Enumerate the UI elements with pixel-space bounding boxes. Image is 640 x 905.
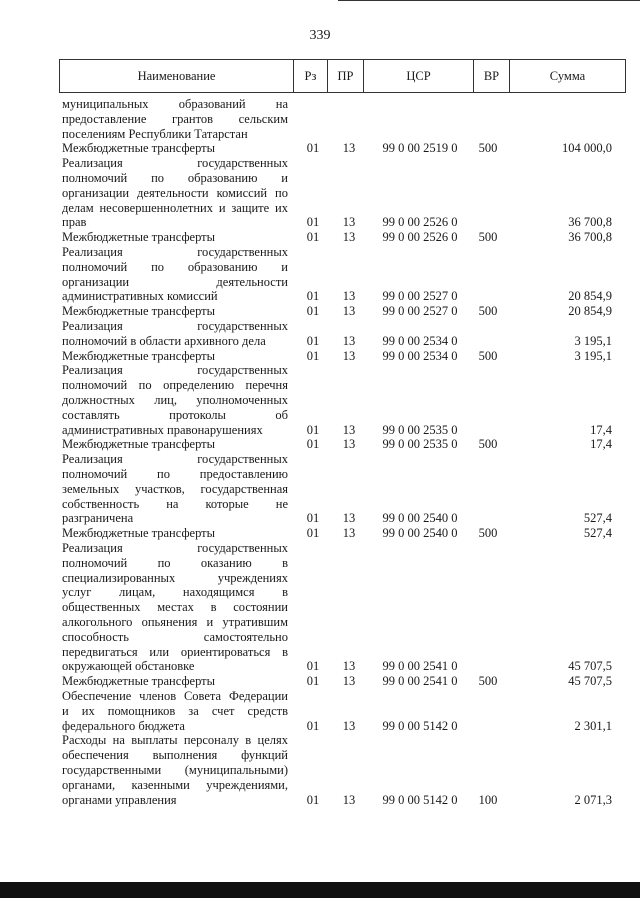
row-name-line: организации деятельности комиссий по: [62, 185, 288, 200]
row-sum: 527,4: [583, 511, 612, 526]
row-csr: 99 0 00 2526 0: [382, 215, 458, 230]
row-name-line: Реализация государственных: [62, 319, 288, 333]
row-csr: 99 0 00 2541 0: [382, 659, 458, 674]
table-row: [0, 304, 640, 319]
row-name-line: передвигаться или ориентироваться в: [62, 644, 288, 659]
row-sum: 3 195,1: [574, 333, 612, 348]
row-name: [62, 437, 288, 452]
row-sum: 3 195,1: [574, 348, 612, 363]
row-csr: 99 0 00 2534 0: [382, 333, 458, 348]
row-name-line: алкогольного опьянения и утратившим: [62, 614, 288, 629]
table-row: [0, 156, 640, 230]
top-rule: [338, 0, 640, 1]
row-csr: 99 0 00 2535 0: [382, 422, 458, 437]
row-pr: 13: [342, 304, 356, 319]
row-name: [62, 97, 288, 141]
row-name-line: Реализация государственных: [62, 156, 288, 171]
row-name: [62, 674, 288, 689]
row-vr: 100: [478, 792, 498, 807]
row-name-line: полномочий по образованию и: [62, 259, 288, 274]
row-sum: 45 707,5: [568, 674, 612, 689]
row-csr: 99 0 00 5142 0: [382, 718, 458, 733]
row-name-line: окружающей обстановке: [62, 659, 195, 674]
header-name: Наименование: [60, 60, 294, 92]
row-rz: 01: [306, 230, 320, 245]
row-pr: 13: [342, 141, 356, 156]
row-name-line: полномочий по образованию и: [62, 170, 288, 185]
row-name-line: собственность на которые не: [62, 496, 288, 511]
row-pr: 13: [342, 422, 356, 437]
row-name-line: предоставление грантов сельским: [62, 111, 288, 126]
row-csr: 99 0 00 5142 0: [382, 792, 458, 807]
row-name: [62, 156, 288, 230]
row-name-line: специализированных учреждениях: [62, 570, 288, 585]
row-pr: 13: [342, 348, 356, 363]
row-csr: 99 0 00 2540 0: [382, 526, 458, 541]
row-pr: 13: [342, 674, 356, 689]
row-rz: 01: [306, 437, 320, 452]
row-name-line: Расходы на выплаты персоналу в целях: [62, 733, 288, 748]
row-sum: 2 301,1: [574, 718, 612, 733]
row-csr: 99 0 00 2540 0: [382, 511, 458, 526]
row-sum: 45 707,5: [568, 659, 612, 674]
row-csr: 99 0 00 2527 0: [382, 289, 458, 304]
row-rz: 01: [306, 718, 320, 733]
table-row: [0, 141, 640, 156]
row-rz: 01: [306, 792, 320, 807]
row-name: [62, 245, 288, 304]
table-row: [0, 363, 640, 437]
row-rz: 01: [306, 511, 320, 526]
row-sum: 20 854,9: [568, 304, 612, 319]
header-rz: Рз: [294, 60, 328, 92]
row-name-line: делам несовершеннолетних и защите их: [62, 200, 288, 215]
row-name-line: полномочий по определению перечня: [62, 378, 288, 393]
table-row: [0, 674, 640, 689]
scan-bottom-bar: [0, 882, 640, 898]
row-name: [62, 541, 288, 674]
row-rz: 01: [306, 289, 320, 304]
table-row: [0, 319, 640, 348]
row-name-line: полномочий в области архивного дела: [62, 333, 266, 348]
row-pr: 13: [342, 526, 356, 541]
table-row: [0, 733, 640, 807]
row-csr: 99 0 00 2535 0: [382, 437, 458, 452]
table-row: [0, 689, 640, 733]
row-name-line: административных комиссий: [62, 289, 218, 304]
row-vr: 500: [478, 141, 498, 156]
row-name-line: Межбюджетные трансферты: [62, 304, 216, 319]
row-name-line: Межбюджетные трансферты: [62, 437, 216, 452]
row-name-line: Реализация государственных: [62, 363, 288, 378]
row-name-line: и их помощников за счет средств: [62, 703, 288, 718]
row-name-line: Межбюджетные трансферты: [62, 674, 216, 689]
table-row: [0, 245, 640, 304]
row-vr: 500: [478, 674, 498, 689]
row-rz: 01: [306, 659, 320, 674]
row-pr: 13: [342, 437, 356, 452]
row-name-line: муниципальных образований на: [62, 97, 288, 111]
row-name-line: разграничена: [62, 511, 134, 526]
row-name-line: услуг лицам, находящимся в: [62, 585, 288, 600]
row-pr: 13: [342, 718, 356, 733]
row-vr: 500: [478, 348, 498, 363]
row-rz: 01: [306, 215, 320, 230]
table-row: [0, 541, 640, 674]
row-name: [62, 141, 288, 156]
row-pr: 13: [342, 215, 356, 230]
header-csr: ЦСР: [364, 60, 474, 92]
row-sum: 17,4: [590, 437, 612, 452]
row-csr: 99 0 00 2526 0: [382, 230, 458, 245]
row-pr: 13: [342, 511, 356, 526]
row-sum: 36 700,8: [568, 230, 612, 245]
row-rz: 01: [306, 141, 320, 156]
row-sum: 2 071,3: [574, 792, 612, 807]
table-row: [0, 452, 640, 526]
row-rz: 01: [306, 348, 320, 363]
row-csr: 99 0 00 2519 0: [382, 141, 458, 156]
row-csr: 99 0 00 2527 0: [382, 304, 458, 319]
row-name-line: Межбюджетные трансферты: [62, 526, 216, 541]
row-rz: 01: [306, 304, 320, 319]
table-row: [0, 437, 640, 452]
row-name: [62, 452, 288, 526]
row-rz: 01: [306, 674, 320, 689]
row-name-line: поселениям Республики Татарстан: [62, 126, 248, 141]
row-name-line: Межбюджетные трансферты: [62, 230, 216, 245]
row-name-line: органами управления: [62, 792, 177, 807]
row-vr: 500: [478, 526, 498, 541]
table-row: [0, 97, 640, 141]
row-name-line: полномочий по предоставлению: [62, 466, 288, 481]
table-header: [59, 59, 626, 93]
row-name-line: Обеспечение членов Совета Федерации: [62, 689, 288, 703]
row-name: [62, 526, 288, 541]
header-sum: Сумма: [549, 69, 586, 83]
row-name-line: общественных местах в состоянии: [62, 600, 288, 615]
row-vr: 500: [478, 230, 498, 245]
row-name-line: полномочий по оказанию в: [62, 555, 288, 570]
row-vr: 500: [478, 304, 498, 319]
row-name-line: составлять протоколы об: [62, 407, 288, 422]
row-name-line: земельных участков, государственная: [62, 481, 288, 496]
row-pr: 13: [342, 792, 356, 807]
row-vr: 500: [478, 437, 498, 452]
row-pr: 13: [342, 289, 356, 304]
row-name: [62, 733, 288, 807]
table-row: [0, 348, 640, 363]
row-name-line: обеспечения выполнения функций: [62, 748, 288, 763]
row-sum: 36 700,8: [568, 215, 612, 230]
row-rz: 01: [306, 333, 320, 348]
table-row: [0, 230, 640, 245]
row-name-line: Межбюджетные трансферты: [62, 141, 216, 156]
header-pr: ПР: [328, 60, 364, 92]
row-name-line: административных правонарушениях: [62, 422, 263, 437]
row-sum: 527,4: [583, 526, 612, 541]
row-name: [62, 319, 288, 349]
row-rz: 01: [306, 422, 320, 437]
row-name-line: Межбюджетные трансферты: [62, 348, 216, 363]
row-csr: 99 0 00 2541 0: [382, 674, 458, 689]
row-name: [62, 304, 288, 319]
row-name-line: органами, казенными учреждениями,: [62, 777, 288, 792]
table-row: [0, 526, 640, 541]
row-name-line: государственными (муниципальными): [62, 762, 288, 777]
row-sum: 104 000,0: [562, 141, 612, 156]
row-pr: 13: [342, 659, 356, 674]
row-pr: 13: [342, 230, 356, 245]
row-sum: 17,4: [590, 422, 612, 437]
row-name-line: Реализация государственных: [62, 541, 288, 555]
row-csr: 99 0 00 2534 0: [382, 348, 458, 363]
row-name-line: прав: [62, 215, 87, 230]
row-sum: 20 854,9: [568, 289, 612, 304]
page-number: 339: [309, 28, 331, 43]
row-name: [62, 689, 288, 733]
row-name: [62, 363, 288, 437]
row-pr: 13: [342, 333, 356, 348]
row-name: [62, 230, 288, 245]
row-rz: 01: [306, 526, 320, 541]
row-name-line: способность самостоятельно: [62, 629, 288, 644]
row-name-line: должностных лиц, уполномоченных: [62, 392, 288, 407]
row-name-line: организации деятельности: [62, 274, 288, 289]
row-name-line: федерального бюджета: [62, 718, 185, 733]
row-name-line: Реализация государственных: [62, 452, 288, 467]
row-name-line: Реализация государственных: [62, 245, 288, 259]
header-vr: ВР: [474, 60, 510, 92]
row-name: [62, 349, 288, 364]
